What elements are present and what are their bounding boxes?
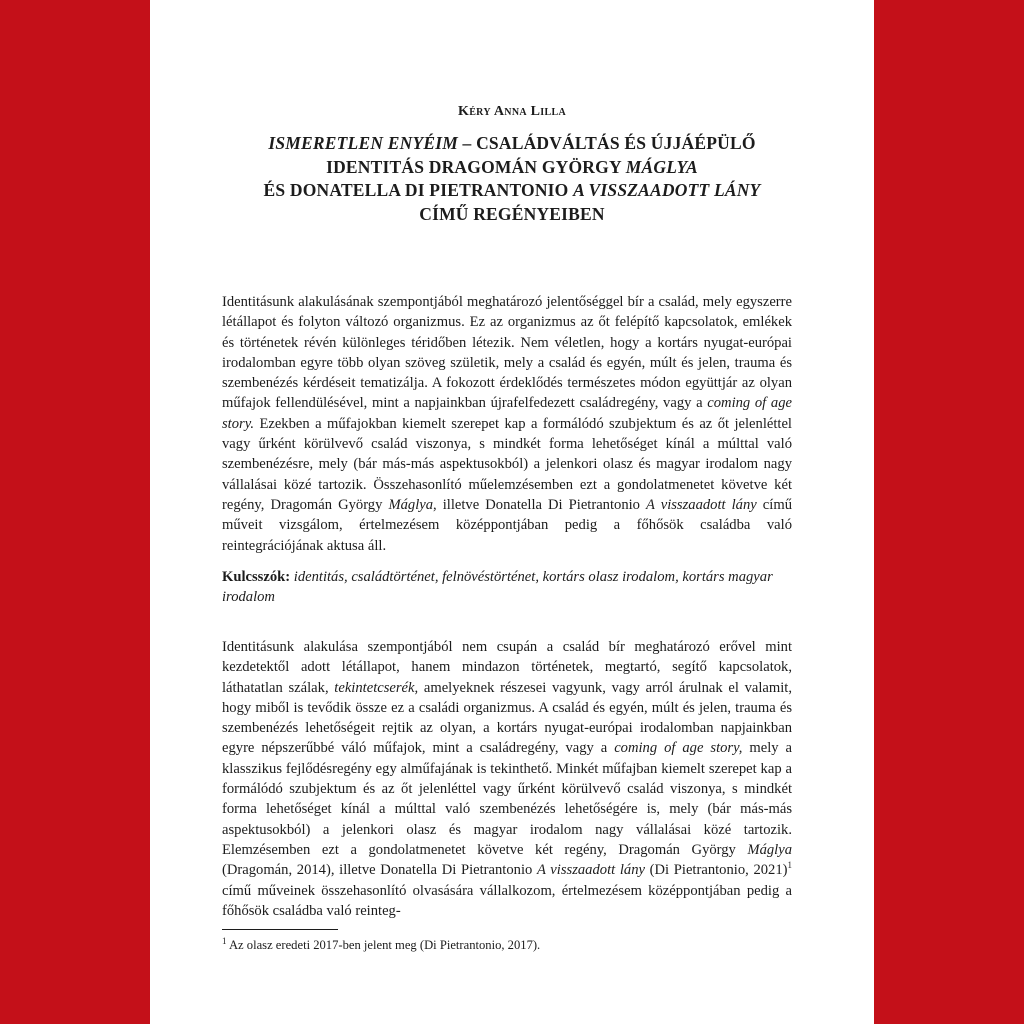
title-italic-segment: ISMERETLEN ENYÉIM: [268, 133, 458, 153]
body-italic: coming of age story,: [614, 740, 743, 757]
title-italic-segment: MÁGLYA: [625, 156, 698, 177]
footnote-number: 1: [222, 935, 227, 946]
footnote-reference[interactable]: 1: [787, 860, 792, 871]
keywords-values: identitás, családtörténet, felnövéstörténet, kortárs olasz irodalom, kortárs magyar irodalom: [222, 569, 773, 606]
article-title: [150, 132, 874, 226]
body-text: Identitásunk alakulása szempontjából nem csupán a család bír meghatározó erővel mint kezdetektől adott létállapot, hanem mindazon történetek, megtartó, segítő kapcsolatok, láthatatlan szálak,: [222, 639, 792, 696]
title-segment: IDENTITÁS DRAGOMÁN GYÖRGY: [326, 156, 626, 177]
abstract-text: , illetve Donatella Di Pietrantonio: [433, 496, 647, 513]
body-text: (Di Pietrantonio, 2021): [644, 862, 788, 879]
abstract-text: Ezekben a műfajokban kiemelt szerepet kap a formálódó szubjektum és az őt jelenléttel vagy űrként körülvevő család viszonya, s mindkét forma lehetőséget kínál a múlttal való szembenézésre, mely (bár más-más aspektusokból) a jelenkori olasz és magyar irodalom nagy vállalásai közé tartozik. Összehasonlító műelemzésemben ezt a gondolatmenetet követve két regény, Dragomán György: [222, 415, 792, 513]
footnote-text: Az olasz eredeti 2017-ben jelent meg (Di Pietrantonio, 2017).: [226, 938, 541, 952]
title-segment: – CSALÁDVÁLTÁS ÉS ÚJJÁÉPÜLŐ: [457, 133, 756, 153]
abstract-paragraph: [222, 292, 792, 556]
keywords-block: [222, 567, 792, 608]
body-italic: A visszaadott lány: [536, 862, 645, 879]
abstract-italic: Máglya: [388, 496, 434, 513]
body-text: mely a klasszikus fejlődésregény egy alműfajának is tekinthető. Minkét műfajban kiemelt szerepet kap a formálódó szubjektum és az őt jelenléttel vagy űrként körülvevő család viszonya, s mindkét forma lehetőséget kínál a múlttal való szembenézés lehetőségére is, mely (bár más-más aspektusokból) a jelenkori olasz és magyar irodalom nagy vállalásai közé tartozik. Elemzésemben ezt a gondolatmenetet követve két regény, Dragomán György: [222, 740, 792, 858]
body-italic: Máglya: [747, 841, 792, 858]
footnote-divider: [222, 929, 338, 930]
title-segment: CÍMŰ REGÉNYEIBEN: [419, 203, 605, 224]
footnote: [222, 937, 792, 953]
title-line-3: [150, 179, 874, 203]
title-line-2: [150, 156, 874, 180]
title-line-4: [150, 203, 874, 227]
abstract-italic: coming of age story.: [222, 395, 792, 432]
abstract-text: című műveit vizsgálom, értelmezésem középpontjában pedig a főhősök családba való reintegrációjának aktusa áll.: [222, 496, 792, 554]
title-italic-segment: A VISSZAADOTT LÁNY: [573, 180, 761, 200]
title-segment: ÉS DONATELLA DI PIETRANTONIO: [263, 180, 574, 200]
abstract-italic: A visszaadott lány: [646, 496, 757, 513]
body-italic: tekintetcserék,: [334, 679, 419, 696]
document-page: [150, 0, 874, 1024]
body-text: (Dragomán, 2014), illetve Donatella Di Pietrantonio: [222, 862, 537, 879]
abstract-text: Identitásunk alakulásának szempontjából meghatározó jelentőséggel bír a család, mely egyszerre létállapot és folyton változó organizmus. Ez az organizmus az őt felépítő kapcsolatok, emlékek és történetek révén különleges téridőben létezik. Nem véletlen, hogy a kortárs nyugat-európai irodalomban egyre több olyan szöveg születik, mely a család és egyén, múlt és jelen, trauma és szembenézés kérdéseit tematizálja. A fokozott érdeklődés természetes módon együttjár az olyan műfajok fellendülésével, mint a napjainkban újrafelfedezett családregény, vagy a: [222, 294, 792, 412]
body-text: című műveinek összehasonlító olvasására vállalkozom, értelmezésem középpontjában pedig a főhősök családba való reinteg-: [222, 882, 792, 919]
body-text: amelyeknek részesei vagyunk, vagy arról árulnak el valamit, hogy miből is tevődik össze ez a családi organizmus. A család és egyén, múlt és jelen, trauma és szembenézés lehetőségeit rejtik az olyan, a kortárs nyugat-európai irodalomban napjainkban egyre népszerűbbé váló műfajok, mint a családregény, vagy a: [222, 679, 793, 757]
author-name: Kéry Anna Lilla: [458, 104, 566, 119]
title-line-1: [150, 132, 874, 156]
body-paragraph: [222, 637, 792, 921]
keywords-label: Kulcsszók:: [222, 569, 291, 585]
